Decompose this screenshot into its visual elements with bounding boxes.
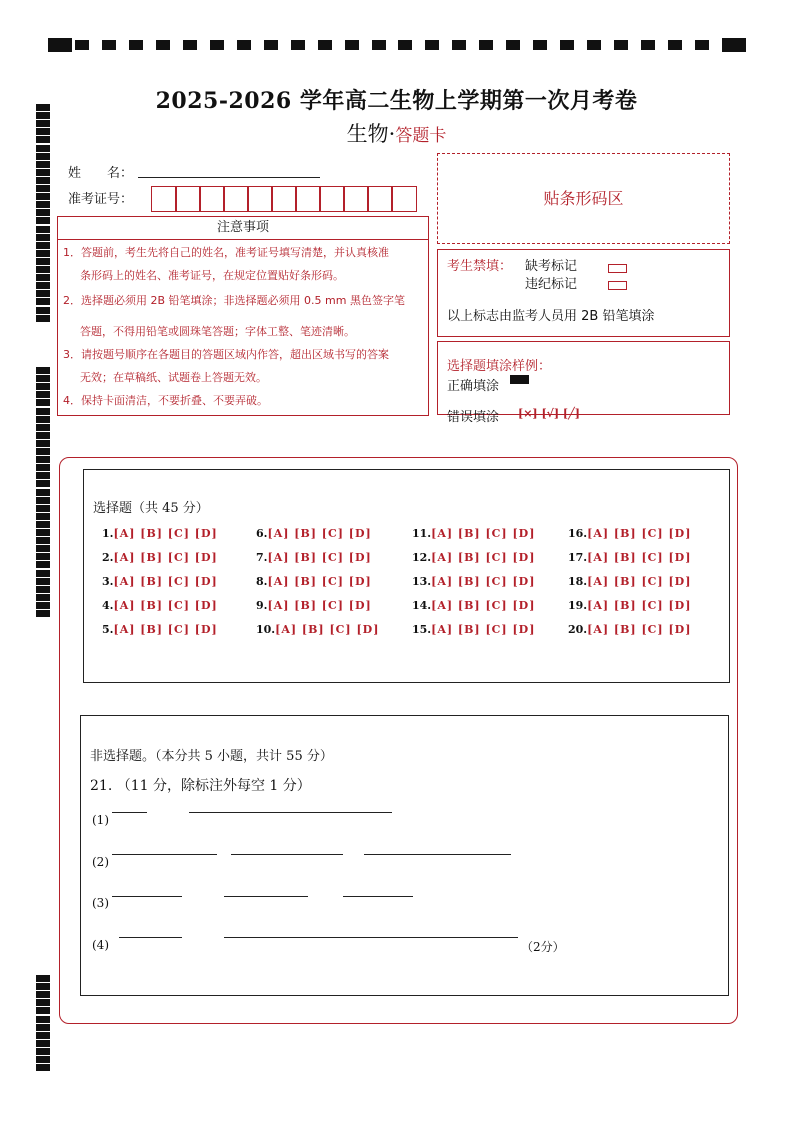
timing-mark xyxy=(36,234,50,241)
timing-mark xyxy=(506,40,520,50)
notice-item-2: 2．选择题必须用 2B 铅笔填涂；非选择题必须用 0.5 mm 黑色签字笔 xyxy=(63,294,405,307)
timing-mark xyxy=(36,602,50,609)
timing-mark xyxy=(533,40,547,50)
timing-mark xyxy=(36,545,50,552)
answer-line-3c[interactable] xyxy=(343,896,413,897)
timing-mark xyxy=(36,594,50,601)
answer-line-2c[interactable] xyxy=(364,854,511,855)
notice-item-4: 4．保持卡面清洁，不要折叠、不要弄破。 xyxy=(63,394,268,407)
question-number: 1. xyxy=(102,527,114,540)
timing-mark xyxy=(36,367,50,374)
subject-label: 生物· xyxy=(346,122,396,146)
correct-fill-label: 正确填涂 xyxy=(447,379,500,394)
wrong-fill-label: 错误填涂 xyxy=(447,410,500,425)
timing-mark xyxy=(587,40,601,50)
option-bubbles[interactable]: [A] [B] [C] [D] xyxy=(431,599,536,612)
question-number: 5. xyxy=(102,623,114,636)
timing-mark xyxy=(36,266,50,273)
choice-question-9[interactable] xyxy=(256,599,372,612)
barcode-label: 贴条形码区 xyxy=(543,189,624,208)
option-bubbles[interactable]: [A] [B] [C] [D] xyxy=(431,527,536,540)
timing-marks-top xyxy=(48,38,746,52)
answer-line-1a[interactable] xyxy=(112,812,147,813)
question-number: 20. xyxy=(568,623,588,636)
option-bubbles[interactable]: [A] [B] [C] [D] xyxy=(587,575,692,588)
timing-mark xyxy=(36,169,50,176)
timing-mark xyxy=(183,40,197,50)
exam-id-box[interactable] xyxy=(199,186,225,212)
timing-mark xyxy=(36,383,50,390)
option-bubbles[interactable]: [A] [B] [C] [D] xyxy=(113,599,218,612)
question-number: 6. xyxy=(256,527,268,540)
timing-mark xyxy=(372,40,386,50)
timing-mark xyxy=(102,40,116,50)
timing-mark xyxy=(129,40,143,50)
timing-mark xyxy=(36,209,50,216)
timing-mark xyxy=(156,40,170,50)
question-number: 13. xyxy=(412,575,432,588)
question-number: 15. xyxy=(412,623,432,636)
exam-id-box[interactable] xyxy=(295,186,321,212)
timing-mark xyxy=(36,1032,50,1039)
option-bubbles[interactable]: [A] [B] [C] [D] xyxy=(431,551,536,564)
timing-mark xyxy=(36,298,50,305)
notice-title: 注意事项 xyxy=(58,217,428,240)
fill-example-box xyxy=(437,341,730,425)
timing-mark xyxy=(36,480,50,487)
option-bubbles[interactable]: [A] [B] [C] [D] xyxy=(587,551,692,564)
exam-id-box[interactable] xyxy=(151,186,177,212)
page-subtitle xyxy=(0,118,793,148)
exam-id-box[interactable] xyxy=(391,186,417,212)
timing-mark xyxy=(36,578,50,585)
timing-mark xyxy=(36,432,50,439)
question-number: 16. xyxy=(568,527,588,540)
option-bubbles[interactable]: [A] [B] [C] [D] xyxy=(431,575,536,588)
timing-mark xyxy=(36,537,50,544)
absent-mark-box[interactable] xyxy=(608,264,627,273)
notice-item-3b: 无效；在草稿纸、试题卷上答题无效。 xyxy=(80,371,267,384)
correct-fill-sample xyxy=(510,375,529,384)
timing-mark xyxy=(36,513,50,520)
nonchoice-title: 非选择题。（本分共 5 小题，共计 55 分） xyxy=(90,749,333,764)
timing-mark xyxy=(36,250,50,257)
timing-mark xyxy=(345,40,359,50)
choice-question-4[interactable] xyxy=(102,599,218,612)
answer-line-2a[interactable] xyxy=(112,854,217,855)
timing-mark xyxy=(36,529,50,536)
answer-line-2b[interactable] xyxy=(231,854,343,855)
timing-mark xyxy=(36,505,50,512)
timing-mark xyxy=(36,274,50,281)
timing-mark xyxy=(668,40,682,50)
question-number: 8. xyxy=(256,575,268,588)
question-number: 18. xyxy=(568,575,588,588)
timing-mark xyxy=(36,416,50,423)
notice-item-1: 1．答题前，考生先将自己的姓名，准考证号填写清楚，并认真核准 xyxy=(63,246,389,259)
timing-mark xyxy=(452,40,466,50)
option-bubbles[interactable]: [A] [B] [C] [D] xyxy=(113,575,218,588)
choice-question-2[interactable] xyxy=(102,551,218,564)
timing-mark xyxy=(210,40,224,50)
choice-question-16[interactable] xyxy=(568,527,691,540)
option-bubbles[interactable]: [A] [B] [C] [D] xyxy=(431,623,536,636)
timing-mark xyxy=(36,1016,50,1023)
option-bubbles[interactable]: [A] [B] [C] [D] xyxy=(587,623,692,636)
question-number: 11. xyxy=(412,527,432,540)
timing-mark xyxy=(36,193,50,200)
question-21-header: 21. （11 分，除标注外每空 1 分） xyxy=(90,778,311,794)
choice-panel xyxy=(83,469,730,683)
timing-mark xyxy=(36,1064,50,1071)
timing-mark xyxy=(36,315,50,322)
violation-label: 违纪标记 xyxy=(525,277,578,292)
timing-mark xyxy=(36,999,50,1006)
exam-id-box[interactable] xyxy=(319,186,345,212)
wrong-fill-samples: [×] [√] [╱] xyxy=(518,407,580,420)
question-number: 7. xyxy=(256,551,268,564)
timing-mark xyxy=(36,1040,50,1047)
timing-mark xyxy=(36,586,50,593)
notice-item-1b: 条形码上的姓名、准考证号，在规定位置贴好条形码。 xyxy=(80,269,344,282)
timing-mark xyxy=(614,40,628,50)
choice-question-3[interactable] xyxy=(102,575,218,588)
timing-mark xyxy=(36,242,50,249)
notice-box xyxy=(57,216,429,416)
timing-mark xyxy=(36,399,50,406)
part-1-label: (1) xyxy=(92,813,109,827)
timing-mark xyxy=(36,610,50,617)
barcode-area xyxy=(437,153,730,244)
timing-mark xyxy=(36,1048,50,1055)
choice-question-13[interactable] xyxy=(412,575,535,588)
answer-line-4a[interactable] xyxy=(119,937,182,938)
timing-mark xyxy=(318,40,332,50)
option-bubbles[interactable]: [A] [B] [C] [D] xyxy=(267,527,372,540)
question-number: 3. xyxy=(102,575,114,588)
question-number: 10. xyxy=(256,623,276,636)
timing-mark xyxy=(36,177,50,184)
timing-mark xyxy=(36,448,50,455)
option-bubbles[interactable]: [A] [B] [C] [D] xyxy=(113,623,218,636)
timing-mark xyxy=(36,975,50,982)
timing-mark xyxy=(237,40,251,50)
choice-title: 选择题（共 45 分） xyxy=(93,501,209,516)
timing-mark xyxy=(36,217,50,224)
violation-mark-box[interactable] xyxy=(608,281,627,290)
timing-mark xyxy=(398,40,412,50)
notice-item-2b: 答题，不得用铅笔或圆珠笔答题；字体工整、笔迹清晰。 xyxy=(80,325,355,338)
timing-mark xyxy=(36,1024,50,1031)
answer-line-3b[interactable] xyxy=(224,896,308,897)
question-number: 4. xyxy=(102,599,114,612)
timing-mark xyxy=(36,424,50,431)
timing-mark xyxy=(36,307,50,314)
choice-question-10[interactable] xyxy=(256,623,379,636)
choice-question-18[interactable] xyxy=(568,575,691,588)
option-bubbles[interactable]: [A] [B] [C] [D] xyxy=(267,599,372,612)
timing-mark xyxy=(36,375,50,382)
question-number: 12. xyxy=(412,551,432,564)
part-4-label: (4) xyxy=(92,938,109,952)
exam-id-box[interactable] xyxy=(343,186,369,212)
absent-label: 缺考标记 xyxy=(525,259,578,274)
choice-question-19[interactable] xyxy=(568,599,691,612)
option-bubbles[interactable]: [A] [B] [C] [D] xyxy=(587,599,692,612)
option-bubbles[interactable]: [A] [B] [C] [D] xyxy=(113,551,218,564)
timing-mark xyxy=(425,40,439,50)
exam-id-box[interactable] xyxy=(271,186,297,212)
forbidden-box xyxy=(437,249,730,337)
timing-mark xyxy=(36,161,50,168)
option-bubbles[interactable]: [A] [B] [C] [D] xyxy=(113,527,218,540)
question-number: 19. xyxy=(568,599,588,612)
exam-id-box[interactable] xyxy=(247,186,273,212)
timing-mark xyxy=(36,1056,50,1063)
timing-mark xyxy=(695,40,709,50)
choice-question-15[interactable] xyxy=(412,623,535,636)
timing-mark xyxy=(36,282,50,289)
option-bubbles[interactable]: [A] [B] [C] [D] xyxy=(587,527,692,540)
timing-mark xyxy=(36,464,50,471)
timing-mark xyxy=(641,40,655,50)
question-number: 9. xyxy=(256,599,268,612)
choice-question-1[interactable] xyxy=(102,527,218,540)
answer-line-3a[interactable] xyxy=(112,896,182,897)
nonchoice-panel xyxy=(80,715,729,996)
choice-question-8[interactable] xyxy=(256,575,372,588)
forbidden-note: 以上标志由监考人员用 2B 铅笔填涂 xyxy=(447,309,655,324)
timing-mark xyxy=(36,226,50,233)
timing-mark xyxy=(264,40,278,50)
answer-card-label: 答题卡 xyxy=(395,126,447,146)
option-bubbles[interactable]: [A] [B] [C] [D] xyxy=(275,623,380,636)
timing-mark xyxy=(75,40,89,50)
part-3-label: (3) xyxy=(92,896,109,910)
timing-mark xyxy=(36,561,50,568)
timing-mark xyxy=(36,153,50,160)
timing-mark xyxy=(36,185,50,192)
choice-question-20[interactable] xyxy=(568,623,691,636)
forbidden-label: 考生禁填： xyxy=(447,259,513,274)
timing-mark xyxy=(48,38,72,52)
page-title: 2025-2026 学年高二生物上学期第一次月考卷 xyxy=(155,88,638,114)
notice-item-3: 3．请按题号顺序在各题目的答题区域内作答，超出区域书写的答案 xyxy=(63,348,389,361)
choice-question-5[interactable] xyxy=(102,623,218,636)
part-2-label: (2) xyxy=(92,855,109,869)
timing-mark xyxy=(36,391,50,398)
exam-id-box[interactable] xyxy=(175,186,201,212)
timing-mark xyxy=(36,408,50,415)
question-number: 2. xyxy=(102,551,114,564)
timing-mark xyxy=(291,40,305,50)
timing-mark xyxy=(36,201,50,208)
timing-mark xyxy=(36,991,50,998)
points-note: （2分） xyxy=(521,940,565,954)
choice-question-14[interactable] xyxy=(412,599,535,612)
timing-mark xyxy=(560,40,574,50)
timing-mark xyxy=(36,983,50,990)
option-bubbles[interactable]: [A] [B] [C] [D] xyxy=(267,575,372,588)
exam-id-box[interactable] xyxy=(223,186,249,212)
exam-id-label: 准考证号： xyxy=(68,192,134,207)
timing-mark xyxy=(36,258,50,265)
option-bubbles[interactable]: [A] [B] [C] [D] xyxy=(267,551,372,564)
timing-mark xyxy=(36,440,50,447)
timing-mark xyxy=(36,472,50,479)
timing-mark xyxy=(36,570,50,577)
question-number: 14. xyxy=(412,599,432,612)
timing-mark xyxy=(36,456,50,463)
choice-question-7[interactable] xyxy=(256,551,372,564)
answer-line-1b[interactable] xyxy=(189,812,392,813)
exam-id-box[interactable] xyxy=(367,186,393,212)
choice-question-17[interactable] xyxy=(568,551,691,564)
timing-mark xyxy=(36,553,50,560)
timing-mark xyxy=(36,521,50,528)
timing-mark xyxy=(36,290,50,297)
fill-example-title: 选择题填涂样例： xyxy=(447,359,552,374)
choice-question-12[interactable] xyxy=(412,551,535,564)
timing-mark xyxy=(36,489,50,496)
timing-mark xyxy=(722,38,746,52)
name-label: 姓 名： xyxy=(68,166,134,181)
question-number: 17. xyxy=(568,551,588,564)
answer-line-4b[interactable] xyxy=(224,937,518,938)
timing-mark xyxy=(36,497,50,504)
choice-question-6[interactable] xyxy=(256,527,372,540)
timing-mark xyxy=(479,40,493,50)
choice-question-11[interactable] xyxy=(412,527,535,540)
timing-mark xyxy=(36,1007,50,1014)
name-field[interactable] xyxy=(138,177,320,178)
